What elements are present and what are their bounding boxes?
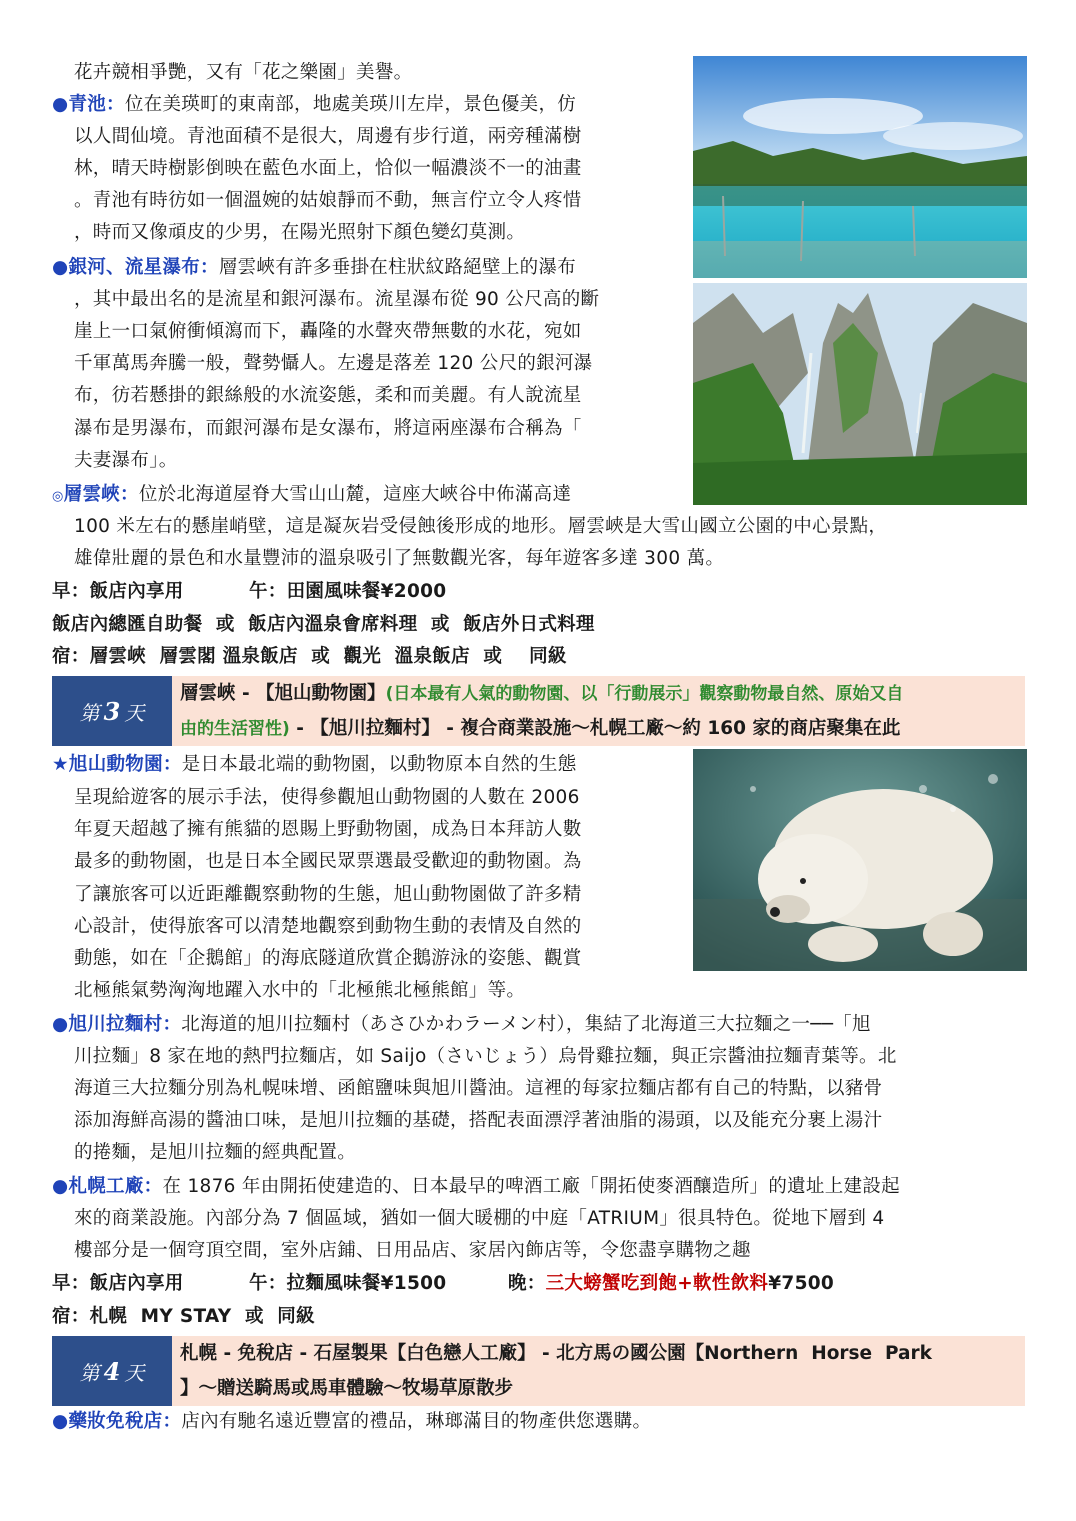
bullet-dot-icon: ● <box>52 1176 69 1197</box>
day3-route-line2: 由的生活習性) - 【旭川拉麵村】 - 複合商業設施～札幌工廠～約 160 家的商店聚集在此 <box>180 718 901 739</box>
sounkyo-first-line: ◎層雲峽：位於北海道屋脊大雪山山麓，這座大峽谷中佈滿高達 <box>52 484 572 505</box>
zoo-line: 心設計，使得旅客可以清楚地觀察到動物生動的表情及自然的 <box>74 916 582 937</box>
zoo-title: 旭山動物園： <box>68 754 182 775</box>
stay-label: 宿：札幌 MY STAY 或 同級 <box>52 1306 315 1327</box>
sounkyo-title: 層雲峽： <box>63 484 139 505</box>
aoike-line: 林，晴天時樹影倒映在藍色水面上，恰似一幅濃淡不一的油畫 <box>74 158 582 179</box>
aoike-line: 。青池有時彷如一個溫婉的姑娘靜而不動，無言佇立令人疼惜 <box>74 190 582 211</box>
aoike-line: ，時而又像頑皮的少男，在陽光照射下顏色變幻莫測。 <box>74 222 526 243</box>
day4-label: 第 4 天 <box>52 1336 172 1406</box>
intro-line: 花卉競相爭艷，又有「花之樂園」美譽。 <box>74 62 413 83</box>
sounkyo-line: 雄偉壯麗的景色和水量豐沛的溫泉吸引了無數觀光客，每年遊客多達 300 萬。 <box>74 548 725 569</box>
zoo-line: 北極熊氣勢洶洶地躍入水中的「北極熊北極熊館」等。 <box>74 980 526 1001</box>
bullet-dot-icon: ● <box>52 1411 69 1432</box>
factory-title: 札幌工廠： <box>68 1176 163 1197</box>
day3-label: 第 3 天 <box>52 676 172 746</box>
bullet-dot-icon: ● <box>52 94 69 115</box>
breakfast-label: 早：飯店內享用 <box>52 1273 184 1294</box>
lunch-label: 午：田園風味餐¥2000 <box>249 581 447 602</box>
waterfall-line: 千軍萬馬奔騰一般，聲勢懾人。左邊是落差 120 公尺的銀河瀑 <box>74 353 593 374</box>
dutyfree-title: 藥妝免稅店： <box>68 1411 182 1432</box>
dinner-label: 晚：三大螃蟹吃到飽+軟性飲料¥7500 <box>508 1273 835 1294</box>
lunch-label: 午：拉麵風味餐¥1500 <box>249 1273 447 1294</box>
bullet-dot-icon: ● <box>52 257 69 278</box>
ramen-title: 旭川拉麵村： <box>68 1014 182 1035</box>
ramen-line: 川拉麵」8 家在地的熱門拉麵店，如 Saijo（さいじょう）烏骨雞拉麵，與正宗醬油拉麵青葉等。北 <box>74 1046 897 1067</box>
day4-route-line1: 札幌 - 免稅店 - 石屋製果【白色戀人工廠】 - 北方馬の國公園【Northern Horse Park <box>180 1343 932 1364</box>
day3-route-line1: 層雲峽 - 【旭山動物園】(日本最有人氣的動物園、以「行動展示」觀察動物最自然、原始又自 <box>180 683 904 704</box>
zoo-line: 年夏天超越了擁有熊貓的恩賜上野動物園，成為日本拜訪人數 <box>74 819 582 840</box>
stay-label: 宿：層雲峽 層雲閣 溫泉飯店 或 觀光 溫泉飯店 或 同級 <box>52 646 567 667</box>
zoo-line: 了讓旅客可以近距離觀察動物的生態，旭山動物園做了許多精 <box>74 884 582 905</box>
ramen-line: 的捲麵，是旭川拉麵的經典配置。 <box>74 1142 357 1163</box>
zoo-line: 最多的動物園，也是日本全國民眾票選最受歡迎的動物園。為 <box>74 851 582 872</box>
waterfall-line: ，其中最出名的是流星和銀河瀑布。流星瀑布從 90 公尺高的斷 <box>74 289 600 310</box>
ramen-line: 添加海鮮高湯的醬油口味，是旭川拉麵的基礎，搭配表面漂浮著油脂的湯頭，以及能充分裹上湯汁 <box>74 1110 883 1131</box>
sounkyo-line: 100 米左右的懸崖峭壁，這是凝灰岩受侵蝕後形成的地形。層雲峽是大雪山國立公園的中心景點， <box>74 516 888 537</box>
zoo-first-line: ★旭山動物園：是日本最北端的動物園，以動物原本自然的生態 <box>52 754 577 775</box>
bullet-star-icon: ★ <box>52 754 69 775</box>
zoo-line: 呈現給遊客的展示手法，使得參觀旭山動物園的人數在 2006 <box>74 787 580 808</box>
waterfall-line: 瀑布是男瀑布，而銀河瀑布是女瀑布，將這兩座瀑布合稱為「 <box>74 418 582 439</box>
aoike-title: 青池： <box>68 94 125 115</box>
waterfall-line: 夫妻瀑布」。 <box>74 450 178 471</box>
zoo-line: 動態，如在「企鵝館」的海底隧道欣賞企鵝游泳的姿態、觀賞 <box>74 948 582 969</box>
bullet-dot-icon: ● <box>52 1014 69 1035</box>
bullet-circle-icon: ◎ <box>52 489 64 504</box>
day4-banner <box>52 1336 1025 1406</box>
day4-route-line2: 】～贈送騎馬或馬車體驗～牧場草原散步 <box>180 1378 514 1399</box>
aoike-first-line: ●青池：位在美瑛町的東南部，地處美瑛川左岸，景色優美，仿 <box>52 94 577 115</box>
aoike-line: 以人間仙境。青池面積不是很大，周邊有步行道，兩旁種滿樹 <box>74 126 582 147</box>
waterfall-line: 布，彷若懸掛的銀絲般的水流姿態，柔和而美麗。有人說流星 <box>74 385 582 406</box>
factory-line: 來的商業設施。內部分為 7 個區域，猶如一個大暖棚的中庭「ATRIUM」很具特色。從地下層到 4 <box>74 1208 885 1229</box>
factory-line: 樓部分是一個穹頂空間，室外店鋪、日用品店、家居內飾店等，令您盡享購物之趣 <box>74 1240 751 1261</box>
polar-bear-photo <box>693 749 1027 971</box>
waterfall-title: 銀河、流星瀑布： <box>68 257 219 278</box>
dinner-label: 飯店內總匯自助餐 或 飯店內溫泉會席料理 或 飯店外日式料理 <box>52 614 595 635</box>
ramen-line: 海道三大拉麵分別為札幌味增、函館鹽味與旭川醬油。這裡的每家拉麵店都有自己的特點，以豬骨 <box>74 1078 883 1099</box>
waterfall-line: 崖上一口氣俯衝傾瀉而下，轟隆的水聲夾帶無數的水花，宛如 <box>74 321 582 342</box>
waterfall-photo <box>693 283 1027 505</box>
ramen-first-line: ●旭川拉麵村：北海道的旭川拉麵村（あさひかわラーメン村），集結了北海道三大拉麵之一──「旭 <box>52 1014 871 1035</box>
lake-photo <box>693 56 1027 278</box>
breakfast-label: 早：飯店內享用 <box>52 581 184 602</box>
dutyfree-line: ●藥妝免稅店：店內有馳名遠近豐富的禮品，琳瑯滿目的物產供您選購。 <box>52 1411 652 1432</box>
factory-first-line: ●札幌工廠：在 1876 年由開拓使建造的、日本最早的啤酒工廠「開拓使麥酒釀造所」的遺址上建設起 <box>52 1176 900 1197</box>
day3-banner <box>52 676 1025 746</box>
waterfall-first-line: ●銀河、流星瀑布：層雲峽有許多垂掛在柱狀紋路絕壁上的瀑布 <box>52 257 577 278</box>
